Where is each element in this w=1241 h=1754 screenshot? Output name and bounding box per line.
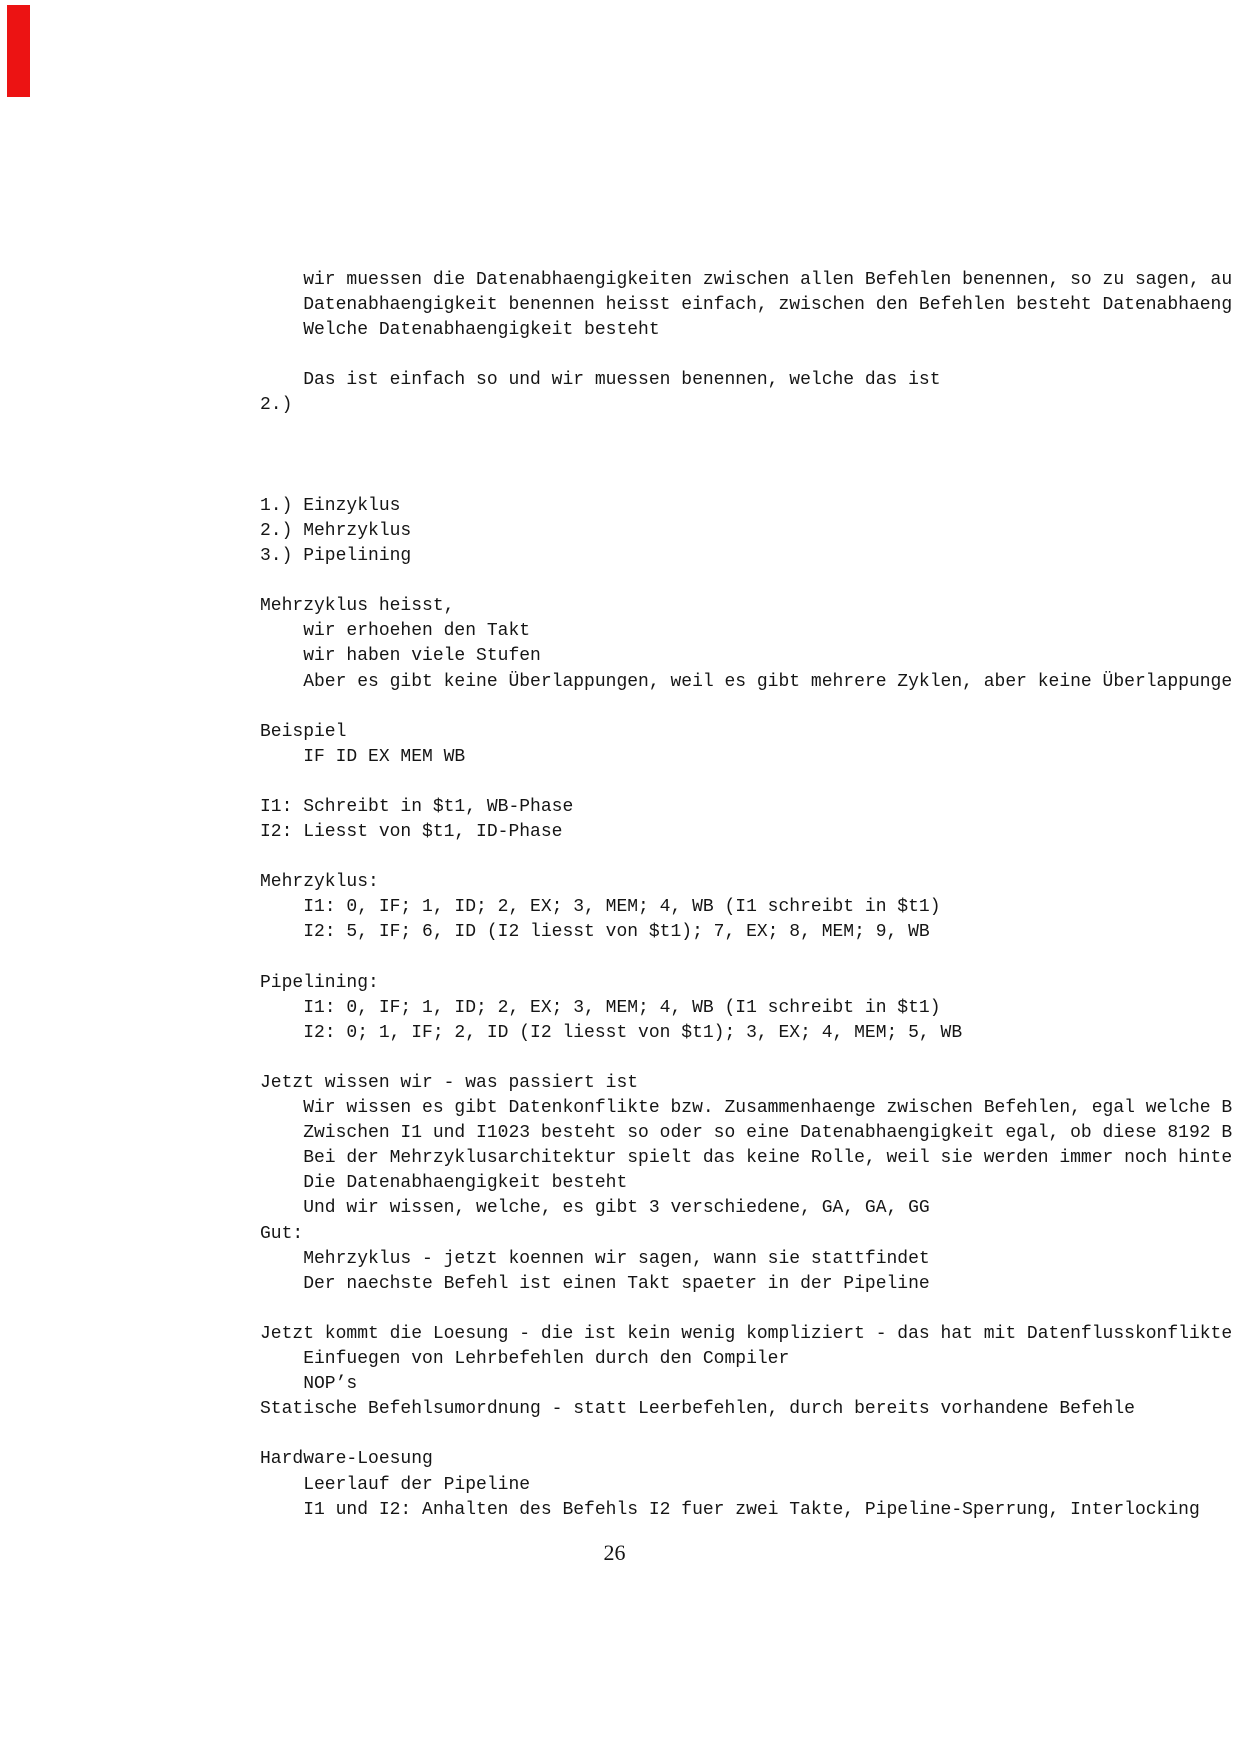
text-line: wir muessen die Datenabhaengigkeiten zwischen allen Befehlen benennen, so zu sagen, au	[260, 270, 1233, 290]
text-line: Aber es gibt keine Überlappungen, weil es gibt mehrere Zyklen, aber keine Überlappunge	[260, 671, 1233, 692]
text-line: Hardware-Loesung	[260, 1449, 433, 1470]
text-line: I1: 0, IF; 1, ID; 2, EX; 3, MEM; 4, WB (I1 schreibt in $t1)	[260, 897, 941, 918]
document-text	[260, 268, 1241, 1523]
text-line: Mehrzyklus - jetzt koennen wir sagen, wann sie stattfindet	[260, 1248, 930, 1269]
text-line: Bei der Mehrzyklusarchitektur spielt das keine Rolle, weil sie werden immer noch hinte	[260, 1148, 1233, 1169]
text-line	[260, 444, 1241, 469]
text-line	[260, 469, 1241, 494]
text-line: Einfuegen von Lehrbefehlen durch den Compiler	[260, 1349, 790, 1370]
text-line: Und wir wissen, welche, es gibt 3 verschiedene, GA, GA, GG	[260, 1198, 930, 1219]
text-line: wir erhoehen den Takt	[260, 621, 531, 642]
text-line	[260, 695, 1241, 720]
text-line: 2.) Mehrzyklus	[260, 520, 412, 541]
text-line: Gut:	[260, 1223, 304, 1244]
text-line	[260, 845, 1241, 870]
text-line: I1: Schreibt in $t1, WB-Phase	[260, 796, 574, 817]
text-line: I2: Liesst von $t1, ID-Phase	[260, 822, 563, 843]
text-line	[260, 946, 1241, 971]
red-marker-bar	[7, 5, 30, 97]
text-line	[260, 343, 1241, 368]
text-line: wir haben viele Stufen	[260, 646, 541, 667]
text-line: Jetzt kommt die Loesung - die ist kein wenig kompliziert - das hat mit Datenflusskonflikte	[260, 1323, 1233, 1344]
text-line	[260, 1422, 1241, 1447]
text-line	[260, 569, 1241, 594]
page-number: 26	[603, 1540, 626, 1565]
text-line: Das ist einfach so und wir muessen benennen, welche das ist	[260, 370, 941, 391]
text-line: I2: 0; 1, IF; 2, ID (I2 liesst von $t1); 3, EX; 4, MEM; 5, WB	[260, 1022, 963, 1043]
text-line: Mehrzyklus:	[260, 872, 379, 893]
text-line: 3.) Pipelining	[260, 546, 412, 567]
text-line: I2: 5, IF; 6, ID (I2 liesst von $t1); 7, EX; 8, MEM; 9, WB	[260, 922, 930, 943]
text-line: 2.)	[260, 395, 293, 416]
text-line: I1: 0, IF; 1, ID; 2, EX; 3, MEM; 4, WB (I1 schreibt in $t1)	[260, 997, 941, 1018]
text-line: I1 und I2: Anhalten des Befehls I2 fuer zwei Takte, Pipeline-Sperrung, Interlocking	[260, 1499, 1200, 1520]
text-line: IF ID EX MEM WB	[260, 746, 466, 767]
text-line: Leerlauf der Pipeline	[260, 1474, 531, 1495]
text-line: Die Datenabhaengigkeit besteht	[260, 1173, 628, 1194]
text-line: NOP’s	[260, 1374, 358, 1395]
text-line: Beispiel	[260, 721, 347, 742]
text-line: Der naechste Befehl ist einen Takt spaeter in der Pipeline	[260, 1273, 930, 1294]
text-line: Jetzt wissen wir - was passiert ist	[260, 1073, 639, 1093]
text-line: Pipelining:	[260, 972, 379, 993]
text-line	[260, 1297, 1241, 1322]
text-line	[260, 1046, 1241, 1071]
text-line: Datenabhaengigkeit benennen heisst einfach, zwischen den Befehlen besteht Datenabhaeng	[260, 295, 1233, 316]
text-line: Mehrzyklus heisst,	[260, 596, 455, 617]
text-line	[260, 419, 1241, 444]
text-line: Welche Datenabhaengigkeit besteht	[260, 320, 660, 341]
text-line: Zwischen I1 und I1023 besteht so oder so eine Datenabhaengigkeit egal, ob diese 8192 B	[260, 1123, 1233, 1144]
text-line	[260, 770, 1241, 795]
text-line: Statische Befehlsumordnung - statt Leerbefehlen, durch bereits vorhandene Befehle	[260, 1399, 1135, 1420]
text-line: 1.) Einzyklus	[260, 495, 401, 516]
text-line: Wir wissen es gibt Datenkonflikte bzw. Zusammenhaenge zwischen Befehlen, egal welche B	[260, 1098, 1233, 1119]
